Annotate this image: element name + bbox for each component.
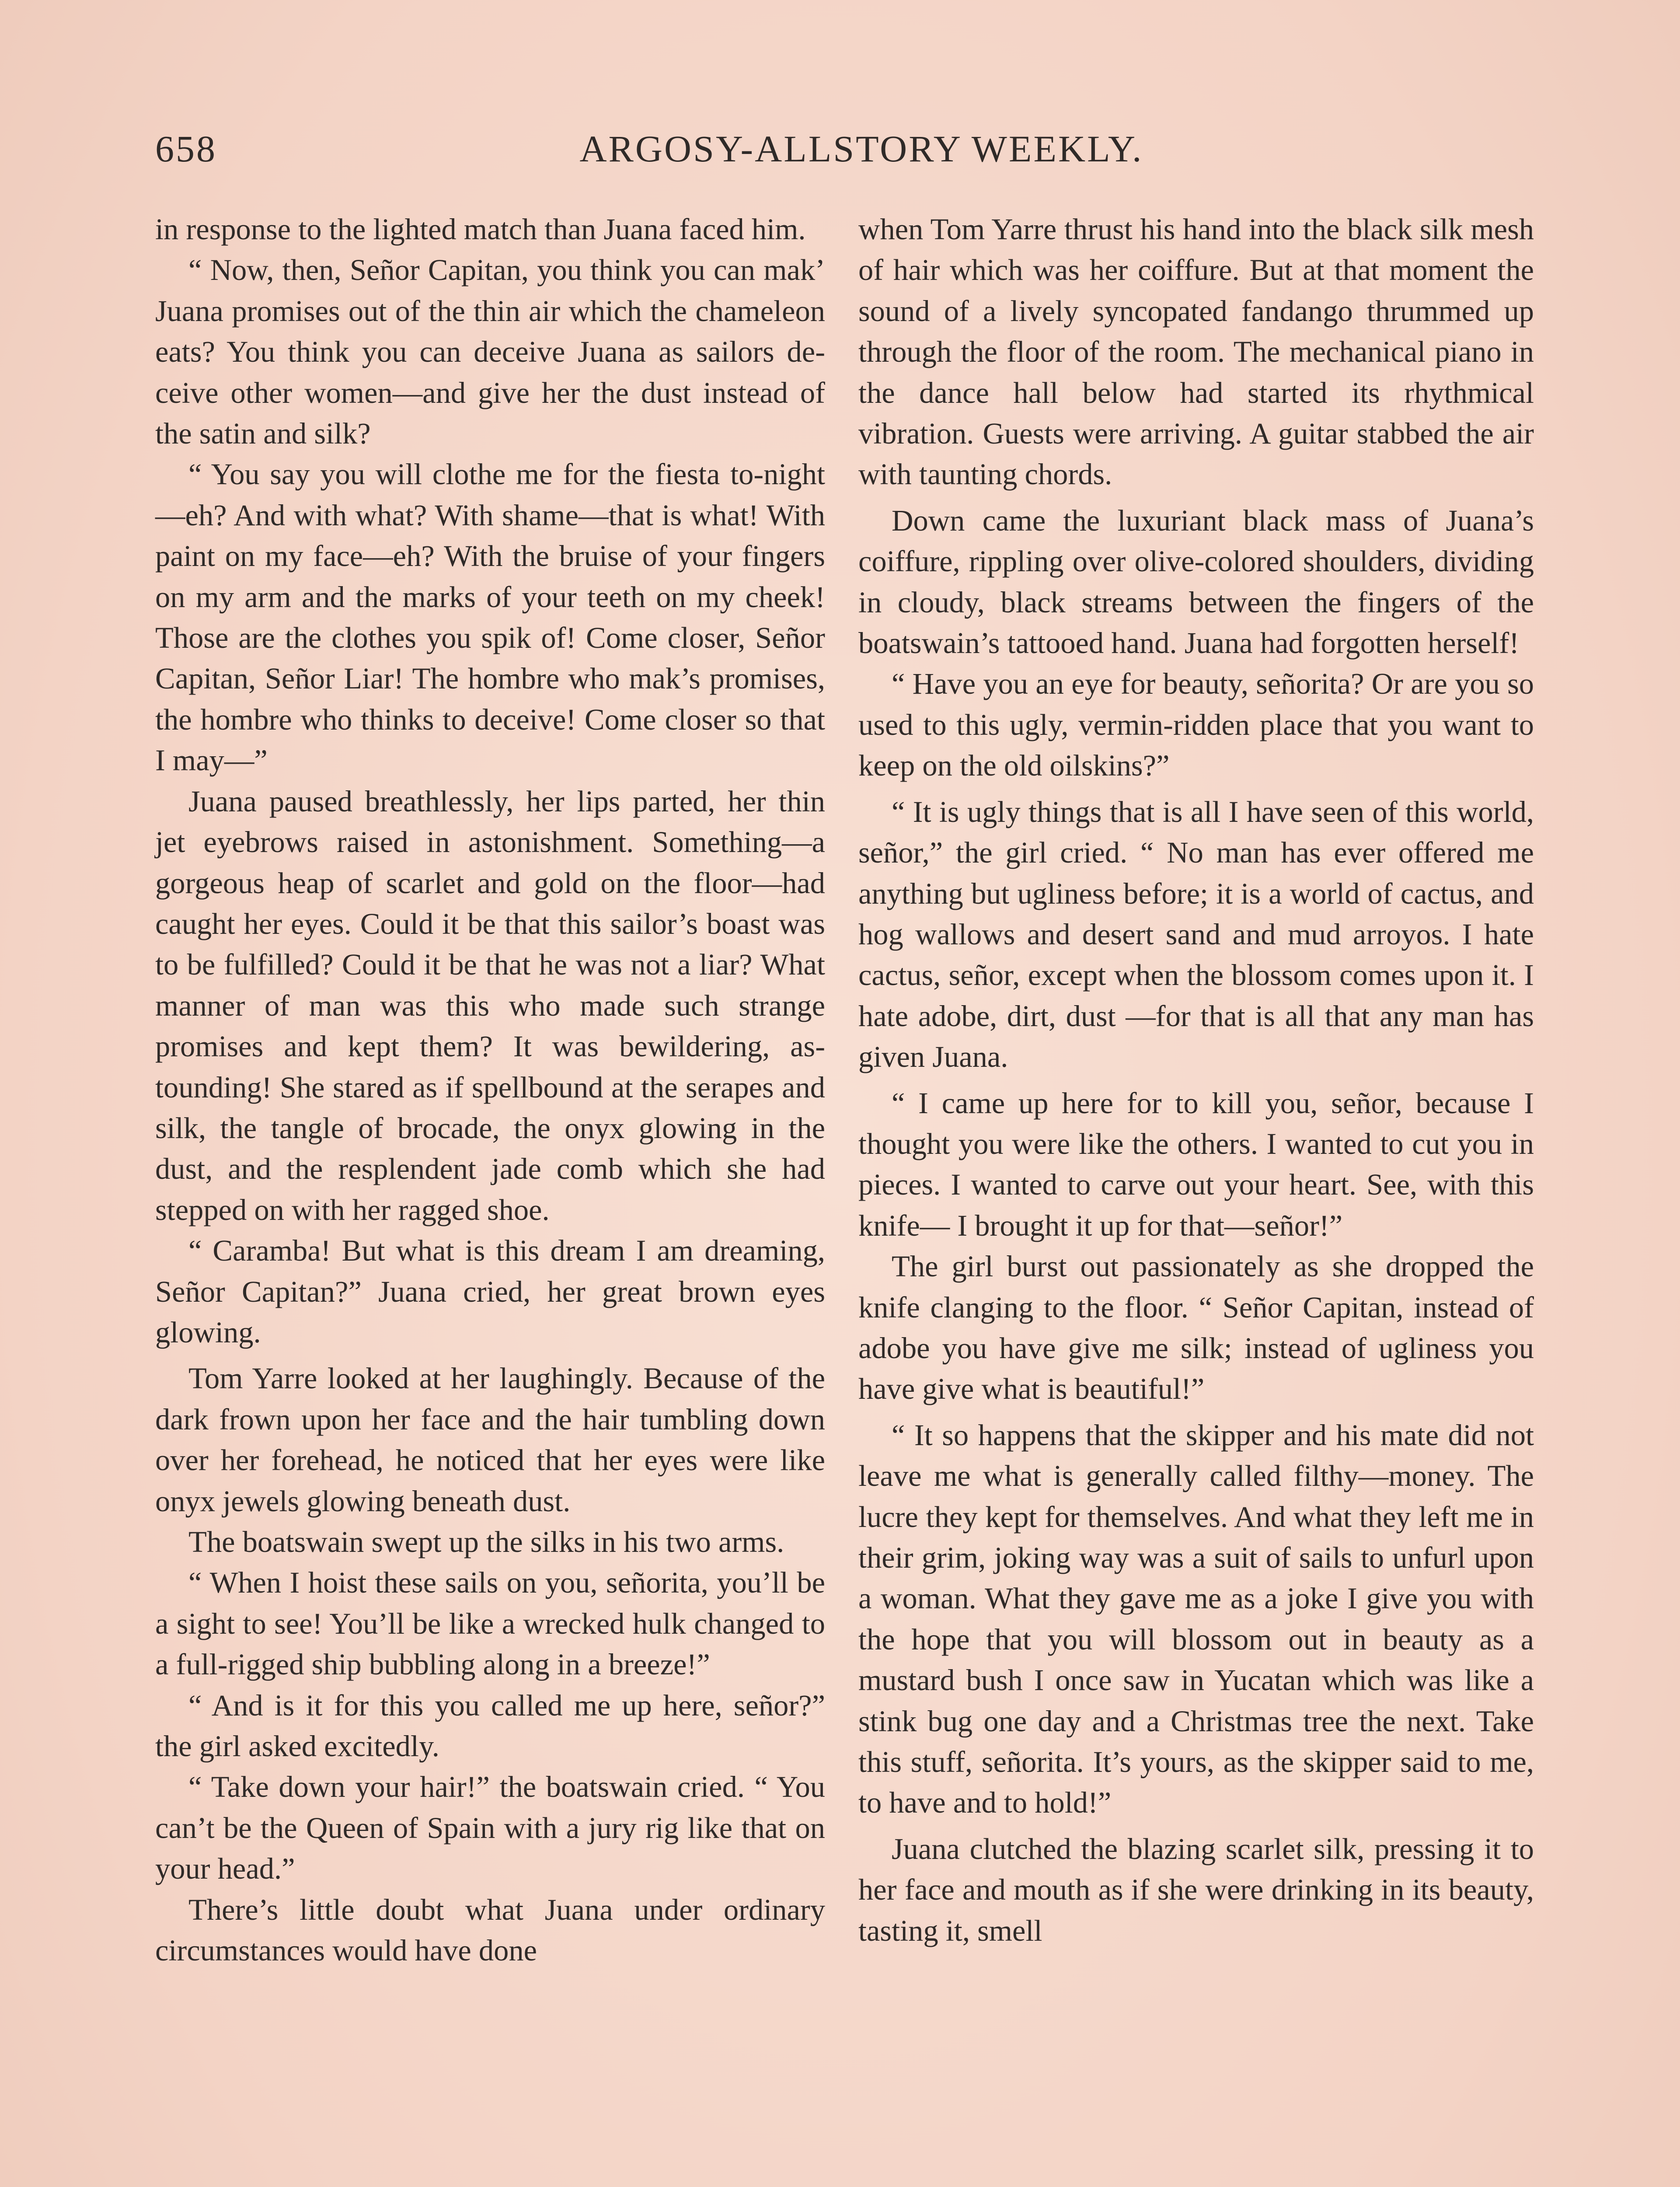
paragraph: “ When I hoist these sails on you, señorita, you’ll be a sight to see! You’ll be like a wrecked hulk changed to a full-rigged ship bubbling along in a breeze!” (155, 1566, 825, 1681)
paragraph: “ I came up here for to kill you, señor, because I thought you were like the others. I wanted to cut you in pieces. I wanted to carve out your heart. See, with this knife— I brought it up for that—señor!” (858, 1086, 1534, 1242)
paragraph: Juana clutched the blazing scarlet silk, pressing it to her face and mouth as if she were drinking in its beauty, tasting it, smell (858, 1832, 1534, 1947)
page-number: 658 (155, 128, 217, 170)
paragraph: There’s little doubt what Juana under ordinary circumstances would have done (155, 1893, 825, 1967)
paragraph: “ Caramba! But what is this dream I am dreaming, Señor Capitan?” Juana cried, her great brown eyes glowing. (155, 1234, 825, 1349)
paragraph: “ And is it for this you called me up here, señor?” the girl asked excitedly. (155, 1688, 825, 1763)
page-header (155, 127, 1568, 179)
paragraph: “ You say you will clothe me for the fiesta to-night—eh? And with what? With shame—that is what! With paint on my face—eh? With the bruise of your fingers on my arm and the marks of your teeth on my cheek! Those are the clothes you spik of! Come closer, Señor Capitan, Señor Liar! The hombre who mak’s promises, the hombre who thinks to deceive! Come closer so that I may—” (155, 458, 825, 777)
paragraph: The girl burst out passionately as she dropped the knife clanging to the floor. “ Señor Capitan, instead of adobe you have give me silk; instead of ugliness you have give what is beautiful!” (858, 1250, 1534, 1406)
running-title: ARGOSY-ALLSTORY WEEKLY. (579, 128, 1143, 170)
paragraph: in response to the lighted match than Juana faced him. (155, 213, 806, 246)
paragraph: Juana paused breathlessly, her lips parted, her thin jet eyebrows raised in astonishment. Something—a gorgeous heap of scarlet and gold on the floor—had caught her eyes. Could it be that this sailor’s boast was to be fulfilled? Could it be that he was not a liar? What manner of man was this who made such strange promises and kept them? It was bewildering, astounding! She stared as if spellbound at the serapes and silk, the tangle of brocade, the onyx glowing in the dust, and the resplendent jade comb which she had stepped on with her ragged shoe. (155, 784, 825, 1226)
left-column (155, 209, 825, 1971)
paragraph: “ Take down your hair!” the boatswain cried. “ You can’t be the Queen of Spain with a jury rig like that on your head.” (155, 1770, 825, 1886)
paragraph: when Tom Yarre thrust his hand into the black silk mesh of hair which was her coiffure. But at that moment the sound of a lively syncopated fandango thrummed up through the floor of the room. The mechanical piano in the dance hall below had started its rhythmical vibration. Guests were arriving. A guitar stabbed the air with taunting chords. (858, 213, 1534, 491)
right-column (858, 209, 1534, 1951)
paragraph: The boatswain swept up the silks in his two arms. (188, 1525, 784, 1558)
paragraph: “ It is ugly things that is all I have seen of this world, señor,” the girl cried. “ No man has ever offered me anything but ugliness before; it is a world of cactus, and hog wallows and desert sand and mud arroyos. I hate cactus, señor, except when the blossom comes upon it. I hate adobe, dirt, dust —for that is all that any man has given Juana. (858, 795, 1534, 1074)
paragraph: Tom Yarre looked at her laughingly. Because of the dark frown upon her face and the hair tumbling down over her forehead, he noticed that her eyes were like onyx jewels glowing beneath dust. (155, 1362, 825, 1518)
paragraph: “ Now, then, Señor Capitan, you think you can mak’ Juana promises out of the thin air which the chameleon eats? You think you can deceive Juana as sailors deceive other women—and give her the dust instead of the satin and silk? (155, 253, 825, 451)
paragraph: “ Have you an eye for beauty, señorita? Or are you so used to this ugly, vermin-ridden place that you want to keep on the old oilskins?” (858, 667, 1534, 783)
paragraph: Down came the luxuriant black mass of Juana’s coiffure, rippling over olive-colored shoulders, dividing in cloudy, black streams between the fingers of the boatswain’s tattooed hand. Juana had forgotten herself! (858, 503, 1534, 660)
paragraph: “ It so happens that the skipper and his mate did not leave me what is generally called filthy—money. The lucre they kept for themselves. And what they left me in their grim, joking way was a suit of sails to unfurl upon a woman. What they gave me as a joke I give you with the hope that you will blossom out in beauty as a mustard bush I once saw in Yucatan which was like a stink bug one day and a Christmas tree the next. Take this stuff, señorita. It’s yours, as the skipper said to me, to have and to hold!” (858, 1418, 1534, 1820)
